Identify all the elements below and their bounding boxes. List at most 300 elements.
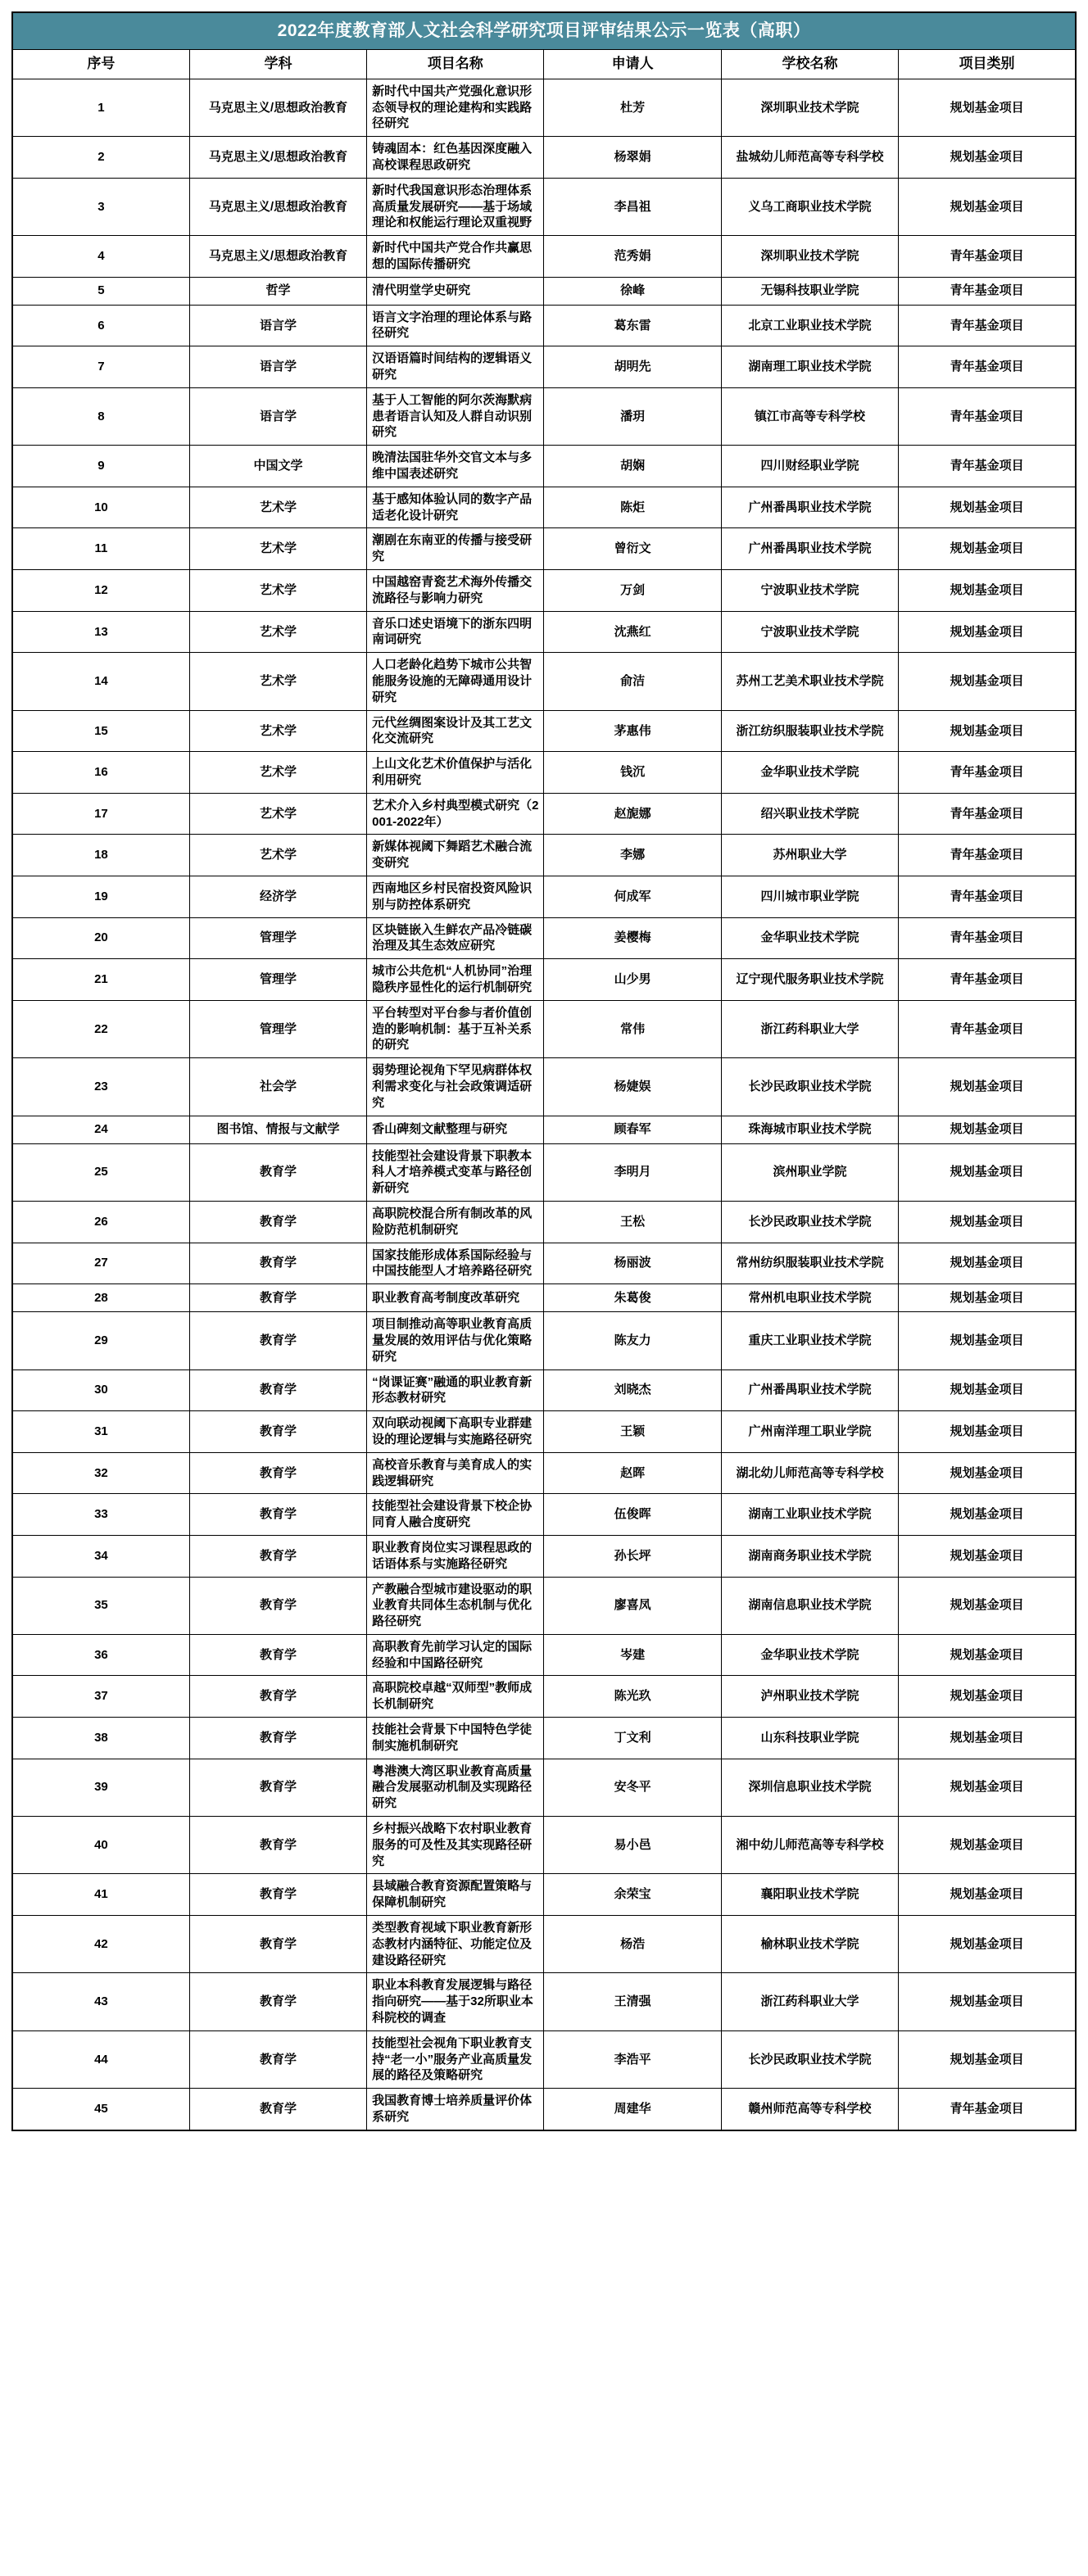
cell-school-name: 珠海城市职业技术学院 xyxy=(721,1116,898,1143)
cell-project-category: 青年基金项目 xyxy=(899,752,1076,794)
cell-applicant: 葛东雷 xyxy=(544,305,721,346)
cell-applicant: 余荣宝 xyxy=(544,1874,721,1916)
table-row xyxy=(12,1452,1076,1494)
cell-discipline: 教育学 xyxy=(189,1634,366,1676)
cell-applicant: 杨丽波 xyxy=(544,1243,721,1284)
cell-discipline: 艺术学 xyxy=(189,710,366,752)
table-header-row xyxy=(12,49,1076,79)
table-row xyxy=(12,1817,1076,1874)
cell-applicant: 胡娴 xyxy=(544,446,721,487)
cell-project-category: 规划基金项目 xyxy=(899,2030,1076,2088)
cell-discipline: 中国文学 xyxy=(189,446,366,487)
cell-applicant: 廖喜凤 xyxy=(544,1577,721,1634)
cell-applicant: 伍俊晖 xyxy=(544,1494,721,1536)
table-row xyxy=(12,1369,1076,1411)
cell-school-name: 湘中幼儿师范高等专科学校 xyxy=(721,1817,898,1874)
cell-applicant: 杨婕娱 xyxy=(544,1058,721,1116)
cell-project-category: 规划基金项目 xyxy=(899,178,1076,235)
cell-discipline: 教育学 xyxy=(189,1676,366,1718)
cell-discipline: 教育学 xyxy=(189,1916,366,1973)
table-row xyxy=(12,1143,1076,1201)
cell-project-category: 规划基金项目 xyxy=(899,1535,1076,1577)
table-row xyxy=(12,1000,1076,1057)
cell-school-name: 襄阳职业技术学院 xyxy=(721,1874,898,1916)
cell-project-name: 上山文化艺术价值保护与活化利用研究 xyxy=(367,752,544,794)
cell-school-name: 滨州职业学院 xyxy=(721,1143,898,1201)
cell-no: 8 xyxy=(12,387,189,445)
cell-project-name: 技能型社会建设背景下职教本科人才培养模式变革与路径创新研究 xyxy=(367,1143,544,1201)
cell-project-name: 职业教育岗位实习课程思政的话语体系与实施路径研究 xyxy=(367,1535,544,1577)
cell-applicant: 杨翠娟 xyxy=(544,137,721,179)
cell-school-name: 辽宁现代服务职业技术学院 xyxy=(721,959,898,1001)
cell-project-category: 青年基金项目 xyxy=(899,277,1076,305)
cell-no: 36 xyxy=(12,1634,189,1676)
cell-project-category: 青年基金项目 xyxy=(899,305,1076,346)
table-row xyxy=(12,346,1076,388)
cell-project-category: 规划基金项目 xyxy=(899,1916,1076,1973)
cell-no: 13 xyxy=(12,611,189,653)
cell-no: 24 xyxy=(12,1116,189,1143)
cell-no: 42 xyxy=(12,1916,189,1973)
cell-school-name: 赣州师范高等专科学校 xyxy=(721,2089,898,2130)
cell-school-name: 盐城幼儿师范高等专科学校 xyxy=(721,137,898,179)
table-title-row xyxy=(12,12,1076,49)
cell-project-category: 青年基金项目 xyxy=(899,876,1076,918)
table-row xyxy=(12,277,1076,305)
cell-applicant: 李浩平 xyxy=(544,2030,721,2088)
cell-applicant: 孙长坪 xyxy=(544,1535,721,1577)
cell-discipline: 管理学 xyxy=(189,1000,366,1057)
cell-applicant: 李明月 xyxy=(544,1143,721,1201)
cell-discipline: 教育学 xyxy=(189,1452,366,1494)
cell-no: 43 xyxy=(12,1973,189,2030)
cell-discipline: 管理学 xyxy=(189,959,366,1001)
cell-discipline: 教育学 xyxy=(189,1143,366,1201)
cell-discipline: 教育学 xyxy=(189,2089,366,2130)
cell-project-name: 新时代中国共产党强化意识形态领导权的理论建构和实践路径研究 xyxy=(367,79,544,136)
cell-applicant: 钱沉 xyxy=(544,752,721,794)
cell-applicant: 丁文利 xyxy=(544,1718,721,1759)
cell-project-category: 规划基金项目 xyxy=(899,137,1076,179)
cell-discipline: 艺术学 xyxy=(189,653,366,710)
cell-project-category: 规划基金项目 xyxy=(899,1759,1076,1816)
cell-applicant: 沈燕红 xyxy=(544,611,721,653)
table-row xyxy=(12,710,1076,752)
cell-project-category: 青年基金项目 xyxy=(899,346,1076,388)
cell-project-name: 香山碑刻文献整理与研究 xyxy=(367,1116,544,1143)
cell-applicant: 李娜 xyxy=(544,835,721,876)
cell-no: 35 xyxy=(12,1577,189,1634)
table-row xyxy=(12,1243,1076,1284)
cell-school-name: 常州机电职业技术学院 xyxy=(721,1284,898,1312)
cell-project-name: 高职院校混合所有制改革的风险防范机制研究 xyxy=(367,1201,544,1243)
cell-no: 7 xyxy=(12,346,189,388)
table-row xyxy=(12,793,1076,835)
cell-no: 39 xyxy=(12,1759,189,1816)
cell-applicant: 陈光玖 xyxy=(544,1676,721,1718)
cell-project-category: 规划基金项目 xyxy=(899,1494,1076,1536)
cell-project-name: 弱势理论视角下罕见病群体权利需求变化与社会政策调适研究 xyxy=(367,1058,544,1116)
cell-school-name: 绍兴职业技术学院 xyxy=(721,793,898,835)
cell-project-name: 音乐口述史语境下的浙东四明南词研究 xyxy=(367,611,544,653)
cell-project-name: 乡村振兴战略下农村职业教育服务的可及性及其实现路径研究 xyxy=(367,1817,544,1874)
cell-project-name: 基于感知体验认同的数字产品适老化设计研究 xyxy=(367,487,544,528)
cell-discipline: 社会学 xyxy=(189,1058,366,1116)
cell-discipline: 经济学 xyxy=(189,876,366,918)
column-header-discipline: 学科 xyxy=(189,49,366,79)
cell-applicant: 陈友力 xyxy=(544,1312,721,1369)
cell-project-category: 青年基金项目 xyxy=(899,917,1076,959)
cell-project-name: 平台转型对平台参与者价值创造的影响机制：基于互补关系的研究 xyxy=(367,1000,544,1057)
cell-applicant: 姜樱梅 xyxy=(544,917,721,959)
cell-applicant: 顾春军 xyxy=(544,1116,721,1143)
cell-no: 37 xyxy=(12,1676,189,1718)
cell-school-name: 广州番禺职业技术学院 xyxy=(721,487,898,528)
table-row xyxy=(12,2030,1076,2088)
cell-discipline: 教育学 xyxy=(189,1369,366,1411)
cell-no: 25 xyxy=(12,1143,189,1201)
cell-project-name: 技能型社会建设背景下校企协同育人融合度研究 xyxy=(367,1494,544,1536)
table-row xyxy=(12,137,1076,179)
cell-discipline: 马克思主义/思想政治教育 xyxy=(189,137,366,179)
cell-project-category: 规划基金项目 xyxy=(899,1058,1076,1116)
table-row xyxy=(12,487,1076,528)
cell-school-name: 无锡科技职业学院 xyxy=(721,277,898,305)
cell-discipline: 教育学 xyxy=(189,1577,366,1634)
cell-discipline: 艺术学 xyxy=(189,570,366,612)
cell-project-name: 技能社会背景下中国特色学徒制实施机制研究 xyxy=(367,1718,544,1759)
cell-applicant: 常伟 xyxy=(544,1000,721,1057)
page-title: 2022年度教育部人文社会科学研究项目评审结果公示一览表（高职） xyxy=(12,12,1076,49)
cell-school-name: 常州纺织服装职业技术学院 xyxy=(721,1243,898,1284)
cell-project-category: 青年基金项目 xyxy=(899,446,1076,487)
cell-project-category: 规划基金项目 xyxy=(899,611,1076,653)
cell-no: 32 xyxy=(12,1452,189,1494)
cell-applicant: 潘玥 xyxy=(544,387,721,445)
cell-school-name: 宁波职业技术学院 xyxy=(721,611,898,653)
cell-project-name: 产教融合型城市建设驱动的职业教育共同体生态机制与优化路径研究 xyxy=(367,1577,544,1634)
cell-project-category: 规划基金项目 xyxy=(899,1143,1076,1201)
table-body xyxy=(12,12,1076,2130)
cell-school-name: 长沙民政职业技术学院 xyxy=(721,1058,898,1116)
cell-no: 40 xyxy=(12,1817,189,1874)
cell-discipline: 马克思主义/思想政治教育 xyxy=(189,178,366,235)
cell-applicant: 安冬平 xyxy=(544,1759,721,1816)
cell-no: 28 xyxy=(12,1284,189,1312)
cell-no: 4 xyxy=(12,236,189,278)
cell-no: 14 xyxy=(12,653,189,710)
cell-project-category: 规划基金项目 xyxy=(899,1452,1076,1494)
cell-project-name: 高校音乐教育与美育成人的实践逻辑研究 xyxy=(367,1452,544,1494)
cell-project-category: 青年基金项目 xyxy=(899,387,1076,445)
cell-no: 22 xyxy=(12,1000,189,1057)
cell-school-name: 湖南工业职业技术学院 xyxy=(721,1494,898,1536)
cell-project-category: 规划基金项目 xyxy=(899,1874,1076,1916)
table-row xyxy=(12,178,1076,235)
cell-discipline: 教育学 xyxy=(189,1874,366,1916)
cell-school-name: 义乌工商职业技术学院 xyxy=(721,178,898,235)
table-row xyxy=(12,1058,1076,1116)
table-row xyxy=(12,959,1076,1001)
table-row xyxy=(12,1676,1076,1718)
cell-project-name: 区块链嵌入生鲜农产品冷链碳治理及其生态效应研究 xyxy=(367,917,544,959)
cell-discipline: 艺术学 xyxy=(189,793,366,835)
cell-school-name: 浙江纺织服装职业技术学院 xyxy=(721,710,898,752)
table-row xyxy=(12,2089,1076,2130)
cell-applicant: 曾衍文 xyxy=(544,528,721,570)
cell-discipline: 管理学 xyxy=(189,917,366,959)
cell-no: 20 xyxy=(12,917,189,959)
table-row xyxy=(12,1874,1076,1916)
cell-school-name: 深圳职业技术学院 xyxy=(721,236,898,278)
column-header-school: 学校名称 xyxy=(721,49,898,79)
cell-project-category: 规划基金项目 xyxy=(899,1243,1076,1284)
cell-school-name: 榆林职业技术学院 xyxy=(721,1916,898,1973)
cell-discipline: 教育学 xyxy=(189,1759,366,1816)
cell-no: 26 xyxy=(12,1201,189,1243)
cell-no: 6 xyxy=(12,305,189,346)
cell-project-name: 中国越窑青瓷艺术海外传播交流路径与影响力研究 xyxy=(367,570,544,612)
cell-no: 34 xyxy=(12,1535,189,1577)
cell-applicant: 赵旎娜 xyxy=(544,793,721,835)
cell-school-name: 浙江药科职业大学 xyxy=(721,1973,898,2030)
cell-project-name: 新时代中国共产党合作共赢思想的国际传播研究 xyxy=(367,236,544,278)
cell-discipline: 教育学 xyxy=(189,1312,366,1369)
cell-discipline: 教育学 xyxy=(189,1494,366,1536)
cell-discipline: 艺术学 xyxy=(189,835,366,876)
cell-project-name: 清代明堂学史研究 xyxy=(367,277,544,305)
cell-no: 2 xyxy=(12,137,189,179)
cell-project-name: 高职院校卓越“双师型”教师成长机制研究 xyxy=(367,1676,544,1718)
cell-project-category: 青年基金项目 xyxy=(899,236,1076,278)
cell-school-name: 苏州职业大学 xyxy=(721,835,898,876)
cell-school-name: 长沙民政职业技术学院 xyxy=(721,1201,898,1243)
cell-project-name: 高职教育先前学习认定的国际经验和中国路径研究 xyxy=(367,1634,544,1676)
cell-project-name: 基于人工智能的阿尔茨海默病患者语言认知及人群自动识别研究 xyxy=(367,387,544,445)
cell-applicant: 何成军 xyxy=(544,876,721,918)
cell-applicant: 赵晖 xyxy=(544,1452,721,1494)
cell-no: 5 xyxy=(12,277,189,305)
project-results-table xyxy=(11,11,1077,2131)
table-row xyxy=(12,1759,1076,1816)
cell-school-name: 湖南商务职业技术学院 xyxy=(721,1535,898,1577)
cell-applicant: 周建华 xyxy=(544,2089,721,2130)
cell-project-category: 青年基金项目 xyxy=(899,835,1076,876)
cell-project-category: 规划基金项目 xyxy=(899,1634,1076,1676)
cell-project-name: 艺术介入乡村典型模式研究（2001-2022年） xyxy=(367,793,544,835)
cell-discipline: 教育学 xyxy=(189,1243,366,1284)
cell-project-category: 规划基金项目 xyxy=(899,1718,1076,1759)
table-row xyxy=(12,1201,1076,1243)
cell-applicant: 万剑 xyxy=(544,570,721,612)
cell-no: 44 xyxy=(12,2030,189,2088)
table-row xyxy=(12,835,1076,876)
table-row xyxy=(12,752,1076,794)
cell-project-name: 粤港澳大湾区职业教育高质量融合发展驱动机制及实现路径研究 xyxy=(367,1759,544,1816)
cell-discipline: 哲学 xyxy=(189,277,366,305)
cell-school-name: 四川城市职业学院 xyxy=(721,876,898,918)
table-row xyxy=(12,387,1076,445)
cell-school-name: 山东科技职业学院 xyxy=(721,1718,898,1759)
cell-school-name: 镇江市高等专科学校 xyxy=(721,387,898,445)
cell-no: 18 xyxy=(12,835,189,876)
cell-school-name: 苏州工艺美术职业技术学院 xyxy=(721,653,898,710)
cell-discipline: 教育学 xyxy=(189,1817,366,1874)
cell-discipline: 语言学 xyxy=(189,305,366,346)
table-row xyxy=(12,236,1076,278)
cell-no: 11 xyxy=(12,528,189,570)
cell-school-name: 广州南洋理工职业学院 xyxy=(721,1411,898,1453)
cell-no: 3 xyxy=(12,178,189,235)
cell-school-name: 长沙民政职业技术学院 xyxy=(721,2030,898,2088)
cell-no: 23 xyxy=(12,1058,189,1116)
cell-applicant: 刘晓杰 xyxy=(544,1369,721,1411)
cell-project-name: 职业教育高考制度改革研究 xyxy=(367,1284,544,1312)
cell-project-category: 规划基金项目 xyxy=(899,1284,1076,1312)
cell-applicant: 山少男 xyxy=(544,959,721,1001)
table-row xyxy=(12,611,1076,653)
cell-project-category: 规划基金项目 xyxy=(899,653,1076,710)
cell-project-name: 潮剧在东南亚的传播与接受研究 xyxy=(367,528,544,570)
cell-school-name: 深圳职业技术学院 xyxy=(721,79,898,136)
cell-project-name: 技能型社会视角下职业教育支持“老一小”服务产业高质量发展的路径及策略研究 xyxy=(367,2030,544,2088)
cell-project-category: 青年基金项目 xyxy=(899,2089,1076,2130)
cell-applicant: 胡明先 xyxy=(544,346,721,388)
cell-project-category: 规划基金项目 xyxy=(899,570,1076,612)
table-row xyxy=(12,653,1076,710)
cell-discipline: 语言学 xyxy=(189,346,366,388)
cell-applicant: 岑建 xyxy=(544,1634,721,1676)
table-row xyxy=(12,917,1076,959)
cell-no: 33 xyxy=(12,1494,189,1536)
cell-no: 1 xyxy=(12,79,189,136)
cell-school-name: 四川财经职业学院 xyxy=(721,446,898,487)
cell-project-category: 规划基金项目 xyxy=(899,1369,1076,1411)
cell-discipline: 艺术学 xyxy=(189,487,366,528)
cell-no: 9 xyxy=(12,446,189,487)
column-header-project: 项目名称 xyxy=(367,49,544,79)
cell-applicant: 王松 xyxy=(544,1201,721,1243)
cell-school-name: 深圳信息职业技术学院 xyxy=(721,1759,898,1816)
cell-project-name: 新媒体视阈下舞蹈艺术融合流变研究 xyxy=(367,835,544,876)
cell-project-category: 规划基金项目 xyxy=(899,528,1076,570)
cell-project-name: 我国教育博士培养质量评价体系研究 xyxy=(367,2089,544,2130)
column-header-no: 序号 xyxy=(12,49,189,79)
cell-project-name: 新时代我国意识形态治理体系高质量发展研究——基于场域理论和权能运行理论双重视野 xyxy=(367,178,544,235)
cell-applicant: 李昌祖 xyxy=(544,178,721,235)
cell-school-name: 金华职业技术学院 xyxy=(721,917,898,959)
cell-no: 10 xyxy=(12,487,189,528)
cell-project-category: 规划基金项目 xyxy=(899,1201,1076,1243)
cell-discipline: 教育学 xyxy=(189,1535,366,1577)
cell-project-category: 青年基金项目 xyxy=(899,959,1076,1001)
cell-no: 15 xyxy=(12,710,189,752)
cell-no: 17 xyxy=(12,793,189,835)
table-row xyxy=(12,79,1076,136)
cell-project-name: 晚清法国驻华外交官文本与多维中国表述研究 xyxy=(367,446,544,487)
cell-applicant: 杜芳 xyxy=(544,79,721,136)
table-row xyxy=(12,1312,1076,1369)
cell-project-name: 城市公共危机“人机协同”治理隐秩序显性化的运行机制研究 xyxy=(367,959,544,1001)
cell-discipline: 教育学 xyxy=(189,2030,366,2088)
cell-applicant: 茅惠伟 xyxy=(544,710,721,752)
cell-applicant: 朱葛俊 xyxy=(544,1284,721,1312)
cell-project-category: 规划基金项目 xyxy=(899,1312,1076,1369)
cell-project-name: 汉语语篇时间结构的逻辑语义研究 xyxy=(367,346,544,388)
cell-no: 21 xyxy=(12,959,189,1001)
cell-no: 45 xyxy=(12,2089,189,2130)
cell-school-name: 泸州职业技术学院 xyxy=(721,1676,898,1718)
cell-no: 19 xyxy=(12,876,189,918)
cell-project-category: 规划基金项目 xyxy=(899,710,1076,752)
cell-project-name: 类型教育视域下职业教育新形态教材内涵特征、功能定位及建设路径研究 xyxy=(367,1916,544,1973)
cell-discipline: 马克思主义/思想政治教育 xyxy=(189,79,366,136)
table-row xyxy=(12,1116,1076,1143)
cell-no: 41 xyxy=(12,1874,189,1916)
cell-applicant: 范秀娟 xyxy=(544,236,721,278)
cell-no: 38 xyxy=(12,1718,189,1759)
cell-discipline: 艺术学 xyxy=(189,528,366,570)
cell-project-category: 规划基金项目 xyxy=(899,1676,1076,1718)
cell-project-name: 职业本科教育发展逻辑与路径指向研究——基于32所职业本科院校的调查 xyxy=(367,1973,544,2030)
cell-school-name: 金华职业技术学院 xyxy=(721,1634,898,1676)
cell-project-category: 规划基金项目 xyxy=(899,1817,1076,1874)
cell-school-name: 广州番禺职业技术学院 xyxy=(721,528,898,570)
cell-school-name: 湖南理工职业技术学院 xyxy=(721,346,898,388)
cell-no: 16 xyxy=(12,752,189,794)
cell-school-name: 湖南信息职业技术学院 xyxy=(721,1577,898,1634)
cell-project-name: 县域融合教育资源配置策略与保障机制研究 xyxy=(367,1874,544,1916)
column-header-category: 项目类别 xyxy=(899,49,1076,79)
cell-no: 30 xyxy=(12,1369,189,1411)
cell-applicant: 杨浩 xyxy=(544,1916,721,1973)
cell-school-name: 湖北幼儿师范高等专科学校 xyxy=(721,1452,898,1494)
table-row xyxy=(12,1973,1076,2030)
table-row xyxy=(12,305,1076,346)
cell-no: 12 xyxy=(12,570,189,612)
cell-no: 27 xyxy=(12,1243,189,1284)
cell-applicant: 王清强 xyxy=(544,1973,721,2030)
cell-project-category: 规划基金项目 xyxy=(899,487,1076,528)
cell-school-name: 宁波职业技术学院 xyxy=(721,570,898,612)
cell-discipline: 艺术学 xyxy=(189,611,366,653)
cell-discipline: 图书馆、情报与文献学 xyxy=(189,1116,366,1143)
table-row xyxy=(12,1411,1076,1453)
cell-school-name: 重庆工业职业技术学院 xyxy=(721,1312,898,1369)
cell-school-name: 浙江药科职业大学 xyxy=(721,1000,898,1057)
table-row xyxy=(12,570,1076,612)
cell-project-name: 元代丝绸图案设计及其工艺文化交流研究 xyxy=(367,710,544,752)
table-row xyxy=(12,1494,1076,1536)
table-row xyxy=(12,446,1076,487)
cell-discipline: 教育学 xyxy=(189,1973,366,2030)
cell-project-category: 规划基金项目 xyxy=(899,1577,1076,1634)
cell-project-category: 规划基金项目 xyxy=(899,1973,1076,2030)
column-header-applicant: 申请人 xyxy=(544,49,721,79)
cell-applicant: 王颖 xyxy=(544,1411,721,1453)
cell-project-category: 规划基金项目 xyxy=(899,1116,1076,1143)
cell-project-name: 双向联动视阈下高职专业群建设的理论逻辑与实施路径研究 xyxy=(367,1411,544,1453)
cell-discipline: 马克思主义/思想政治教育 xyxy=(189,236,366,278)
table-row xyxy=(12,1577,1076,1634)
table-row xyxy=(12,1634,1076,1676)
table-row xyxy=(12,1284,1076,1312)
cell-project-name: 项目制推动高等职业教育高质量发展的效用评估与优化策略研究 xyxy=(367,1312,544,1369)
cell-no: 29 xyxy=(12,1312,189,1369)
cell-discipline: 艺术学 xyxy=(189,752,366,794)
cell-school-name: 北京工业职业技术学院 xyxy=(721,305,898,346)
cell-project-name: 语言文字治理的理论体系与路径研究 xyxy=(367,305,544,346)
